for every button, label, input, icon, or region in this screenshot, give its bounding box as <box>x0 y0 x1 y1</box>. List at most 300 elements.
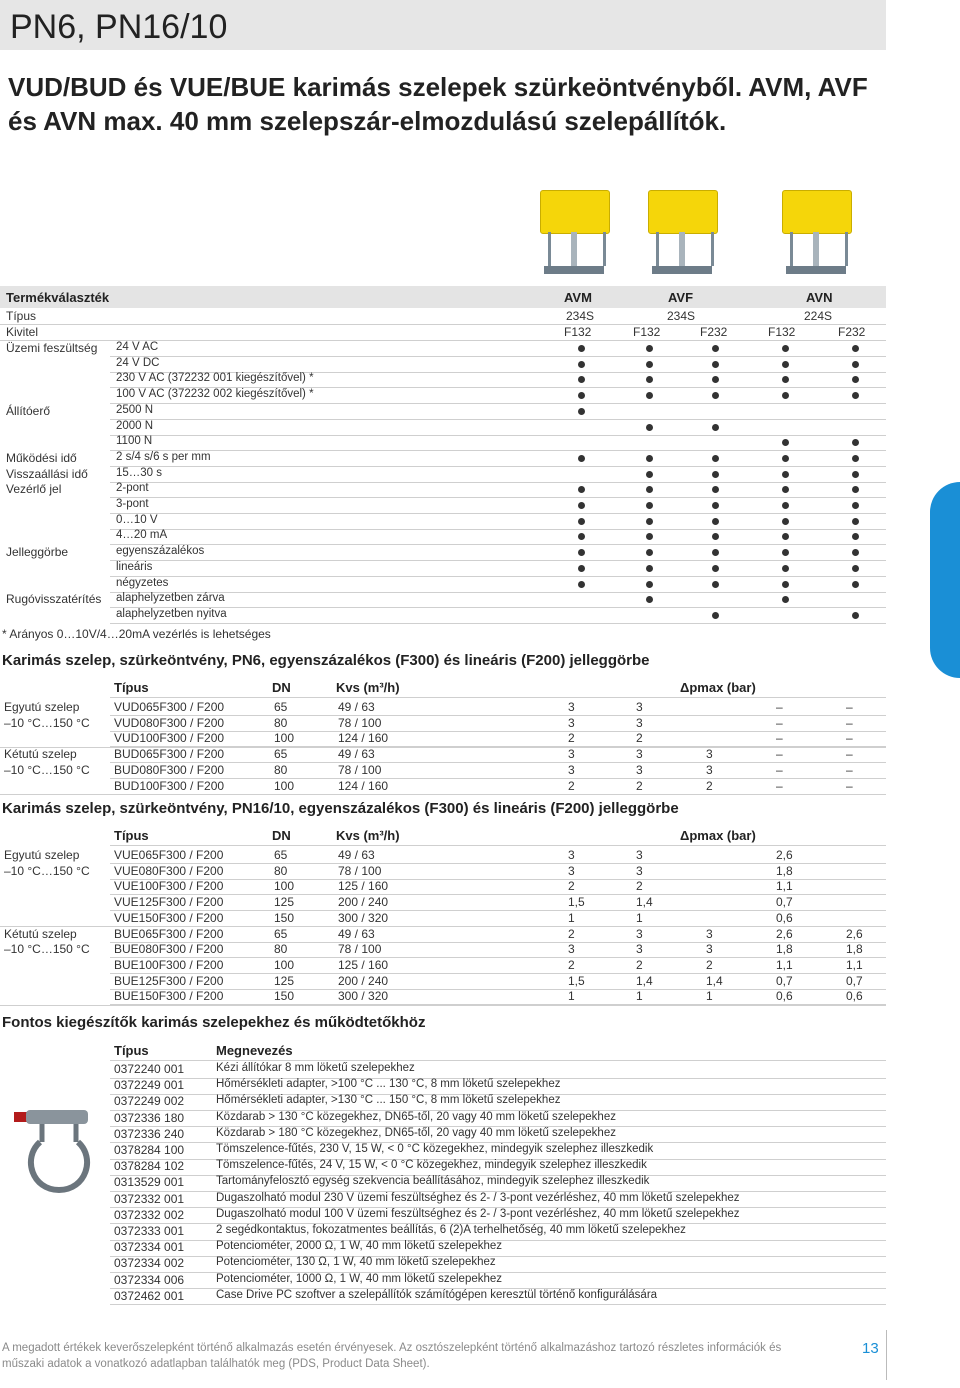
row-divider <box>110 1060 886 1061</box>
col-header-tipus: Típus <box>114 680 149 695</box>
dp-max-value: 2,6 <box>846 926 863 941</box>
selector-footnote: * Arányos 0…10V/4…20mA vezérlés is lehetséges <box>2 627 271 641</box>
side-tab-marker <box>930 482 960 678</box>
accessory-description: Hőmérsékleti adapter, >100 °C ... 130 °C, 8 mm löketű szelepekhez <box>216 1078 561 1091</box>
valve-table-title: Karimás szelep, szürkeöntvény, PN16/10, egyenszázalékos (F300) és lineáris (F200) jelleggörbe <box>2 800 679 817</box>
dp-max-value: – <box>776 778 783 793</box>
kivitel-value: F232 <box>700 325 728 339</box>
availability-dot <box>712 565 719 572</box>
dp-max-value: 2 <box>636 957 643 972</box>
dp-max-value: 2 <box>568 926 575 941</box>
actuator-avm-image <box>540 190 608 280</box>
dp-max-value: 3 <box>636 926 643 941</box>
availability-dot <box>852 345 859 352</box>
dp-max-value: 1,4 <box>636 895 653 910</box>
dp-max-value: 3 <box>568 700 575 714</box>
availability-dot <box>712 518 719 525</box>
accessory-code: 0372332 002 <box>114 1207 185 1222</box>
dp-max-value: 1,5 <box>568 895 585 910</box>
valve-kvs: 78 / 100 <box>338 762 382 777</box>
accessory-code: 0372332 001 <box>114 1191 185 1206</box>
accessory-description: Közdarab > 130 °C közegekhez, DN65-től, 20 vagy 40 mm löketű szelepekhez <box>216 1110 616 1123</box>
dp-max-value: 2,6 <box>776 926 793 941</box>
dp-max-value: 3 <box>636 715 643 730</box>
dp-max-value: – <box>846 747 853 762</box>
availability-dot <box>646 518 653 525</box>
valve-type: VUD100F300 / F200 <box>114 731 225 746</box>
selector-option: 24 V AC <box>116 341 159 353</box>
dp-max-value: 0,7 <box>846 973 863 988</box>
availability-dot <box>712 486 719 493</box>
availability-dot <box>578 376 585 383</box>
dp-max-value: 1 <box>568 989 575 1004</box>
dp-max-value: – <box>846 778 853 793</box>
valve-dn: 125 <box>274 895 295 910</box>
row-divider <box>110 576 886 577</box>
dp-max-value: 0,6 <box>776 910 793 925</box>
availability-dot <box>646 549 653 556</box>
valve-kvs: 49 / 63 <box>338 848 375 862</box>
col-header-dn: DN <box>272 828 291 843</box>
valve-kvs: 124 / 160 <box>338 778 389 793</box>
selector-option: 2000 N <box>116 419 154 432</box>
availability-dot <box>852 565 859 572</box>
availability-dot <box>578 392 585 399</box>
row-divider <box>110 863 886 864</box>
availability-dot <box>646 455 653 462</box>
availability-dot <box>646 581 653 588</box>
availability-dot <box>852 549 859 556</box>
actuator-avf-image <box>648 190 716 280</box>
availability-dot <box>782 439 789 446</box>
dp-max-value: 3 <box>636 848 643 862</box>
availability-dot <box>646 596 653 603</box>
row-divider <box>110 845 886 846</box>
accessory-description: Potenciométer, 1000 Ω, 1 W, 40 mm löketű szelepekhez <box>216 1272 503 1285</box>
availability-dot <box>782 565 789 572</box>
availability-dot <box>782 392 789 399</box>
page-header-title: PN6, PN16/10 <box>10 8 228 46</box>
availability-dot <box>712 612 719 619</box>
tipus-label: Típus <box>6 309 37 323</box>
row-divider <box>110 450 886 451</box>
row-divider <box>110 529 886 530</box>
availability-dot <box>782 533 789 540</box>
accessory-code: 0378284 100 <box>114 1143 185 1157</box>
footer-note: A megadott értékek keverőszelepként történő alkalmazás esetén érvényesek. Az osztószelepként történő alkalmazáshoz tartozó részletes információk és műszaki adatok a vonatkozó adatlapban találhatók meg (PDS, Product Data Sheet). <box>2 1342 782 1370</box>
row-divider <box>110 356 886 357</box>
valve-temp-range: –10 °C…150 °C <box>4 715 90 730</box>
tipus-value: 234S <box>667 309 696 323</box>
accessory-code: 0372336 240 <box>114 1126 185 1141</box>
dp-max-value: 2 <box>568 731 575 746</box>
dp-max-value: 2 <box>636 879 643 894</box>
availability-dot <box>646 424 653 431</box>
dp-max-value: 3 <box>568 747 575 762</box>
valve-kvs: 49 / 63 <box>338 926 375 941</box>
dp-max-value: 0,6 <box>846 989 863 1004</box>
col-header-dp: Δpmax (bar) <box>680 828 756 843</box>
availability-dot <box>852 612 859 619</box>
dp-max-value: 1 <box>706 989 713 1004</box>
dp-max-value: 1,8 <box>846 942 863 957</box>
dp-max-value: 1,4 <box>706 973 723 988</box>
dp-max-value: 3 <box>568 863 575 878</box>
row-divider <box>110 778 886 779</box>
selector-option: 230 V AC (372232 001 kiegészítővel) * <box>116 372 314 385</box>
dp-max-value: 3 <box>568 762 575 777</box>
valve-dn: 80 <box>274 863 288 878</box>
dp-max-value: – <box>776 715 783 730</box>
valve-type: BUE100F300 / F200 <box>114 957 224 972</box>
availability-dot <box>646 502 653 509</box>
valve-kvs: 200 / 240 <box>338 895 389 910</box>
actuator-avn-image <box>782 190 850 280</box>
dp-max-value: 1,1 <box>776 879 793 894</box>
valve-group-label: Kétutú szelep <box>4 926 77 941</box>
valve-type: VUE100F300 / F200 <box>114 879 224 894</box>
accessory-code: 0372462 001 <box>114 1288 185 1303</box>
availability-dot <box>852 439 859 446</box>
row-divider <box>110 973 886 974</box>
availability-dot <box>712 361 719 368</box>
availability-dot <box>782 376 789 383</box>
availability-dot <box>852 518 859 525</box>
selector-category: Vezérlő jel <box>6 482 62 497</box>
accessory-code: 0372249 001 <box>114 1078 185 1093</box>
accessory-description: Tömszelence-fűtés, 24 V, 15 W, < 0 °C közegekhez, mindegyik szelephez illeszkedik <box>216 1159 647 1172</box>
selector-option: alaphelyzetben zárva <box>116 592 225 605</box>
row-divider <box>110 592 886 593</box>
valve-dn: 100 <box>274 879 295 894</box>
valve-kvs: 124 / 160 <box>338 731 389 746</box>
valve-dn: 150 <box>274 910 295 925</box>
dp-max-value: 1,8 <box>776 942 793 957</box>
row-divider <box>110 435 886 436</box>
kivitel-value: F132 <box>564 325 592 339</box>
availability-dot <box>852 455 859 462</box>
valve-temp-range: –10 °C…150 °C <box>4 942 90 957</box>
dp-max-value: 3 <box>636 942 643 957</box>
availability-dot <box>782 455 789 462</box>
row-divider <box>110 544 886 545</box>
availability-dot <box>578 502 585 509</box>
dp-max-value: – <box>776 762 783 777</box>
dp-max-value: 1,8 <box>776 863 793 878</box>
selector-option: 2 s/4 s/6 s per mm <box>116 450 211 463</box>
valve-type: BUD080F300 / F200 <box>114 762 225 777</box>
accessory-description: 2 segédkontaktus, fokozatmentes beállítás, 6 (2)A terhelhetőség, 40 mm löketű szelepekhez <box>216 1224 686 1236</box>
selector-header-bar <box>0 286 886 308</box>
valve-type: BUD100F300 / F200 <box>114 778 225 793</box>
selector-option: négyzetes <box>116 576 169 589</box>
valve-dn: 100 <box>274 778 295 793</box>
selector-option: 4…20 mA <box>116 529 168 542</box>
dp-max-value: 0,7 <box>776 973 793 988</box>
availability-dot <box>712 392 719 399</box>
accessory-description: Dugaszolható modul 100 V üzemi feszültséghez és 2- / 3-pont vezérléshez, 40 mm löketű szelepekhez <box>216 1207 740 1220</box>
availability-dot <box>578 486 585 493</box>
valve-kvs: 78 / 100 <box>338 715 382 730</box>
row-divider <box>110 697 886 698</box>
availability-dot <box>782 518 789 525</box>
availability-dot <box>782 471 789 478</box>
valve-type: VUE080F300 / F200 <box>114 863 224 878</box>
valve-kvs: 49 / 63 <box>338 747 375 762</box>
col-header-dp: Δpmax (bar) <box>680 680 756 695</box>
availability-dot <box>852 533 859 540</box>
dp-max-value: 3 <box>706 926 713 941</box>
dp-max-value: 3 <box>568 848 575 862</box>
row-divider <box>110 762 886 763</box>
availability-dot <box>646 533 653 540</box>
valve-group-label: Egyutú szelep <box>4 848 80 862</box>
dp-max-value: – <box>846 731 853 746</box>
availability-dot <box>712 376 719 383</box>
valve-type: BUD065F300 / F200 <box>114 747 225 762</box>
accessory-description: Hőmérsékleti adapter, >130 °C ... 150 °C, 8 mm löketű szelepekhez <box>216 1094 561 1107</box>
valve-type: VUE150F300 / F200 <box>114 910 224 925</box>
availability-dot <box>782 486 789 493</box>
acc-header-tipus: Típus <box>114 1043 149 1058</box>
availability-dot <box>578 455 585 462</box>
accessory-code: 0372240 001 <box>114 1062 185 1076</box>
selector-option: 0…10 V <box>116 513 158 526</box>
row-divider <box>110 942 886 943</box>
row-divider <box>110 715 886 716</box>
page-header-bar <box>0 0 886 50</box>
dp-max-value: 2 <box>568 957 575 972</box>
acc-header-name: Megnevezés <box>216 1043 293 1058</box>
selector-category: Rugóvisszatérítés <box>6 592 102 607</box>
availability-dot <box>646 345 653 352</box>
footer-divider <box>886 1330 887 1380</box>
dp-max-value: 0,7 <box>776 895 793 910</box>
dp-max-value: 1 <box>636 989 643 1004</box>
availability-dot <box>852 486 859 493</box>
row-divider <box>110 482 886 483</box>
row-divider <box>110 879 886 880</box>
dp-max-value: 3 <box>706 942 713 957</box>
availability-dot <box>646 471 653 478</box>
accessory-code: 0372249 002 <box>114 1094 185 1109</box>
kivitel-value: F132 <box>768 325 796 339</box>
row-divider <box>0 1005 886 1006</box>
row-divider <box>110 910 886 911</box>
selector-option: 24 V DC <box>116 356 160 369</box>
accessory-code: 0372336 180 <box>114 1110 185 1125</box>
accessory-description: Tartományfelosztó egység szekvencia beállításához, mindegyik szelephez illeszkedik <box>216 1175 650 1188</box>
accessory-description: Kézi állítókar 8 mm löketű szelepekhez <box>216 1062 415 1074</box>
selector-option: 2-pont <box>116 482 149 495</box>
dp-max-value: 3 <box>636 747 643 762</box>
main-title: VUD/BUD és VUE/BUE karimás szelepek szürkeöntvényből. AVM, AVF és AVN max. 40 mm szelepszár-elmozdulású szelepállítók. <box>8 72 868 136</box>
tipus-value: 224S <box>804 309 833 323</box>
row-divider <box>110 989 886 990</box>
valve-type: BUE080F300 / F200 <box>114 942 224 957</box>
availability-dot <box>712 345 719 352</box>
availability-dot <box>712 455 719 462</box>
selector-col-avm: AVM <box>564 290 592 305</box>
valve-type: VUD065F300 / F200 <box>114 700 225 714</box>
selector-option: alaphelyzetben nyitva <box>116 607 227 620</box>
valve-group-label: Egyutú szelep <box>4 700 80 714</box>
col-header-dn: DN <box>272 680 291 695</box>
availability-dot <box>782 361 789 368</box>
selector-category: Állítóerő <box>6 403 51 418</box>
availability-dot <box>578 549 585 556</box>
row-divider <box>110 957 886 958</box>
valve-type: VUE125F300 / F200 <box>114 895 224 910</box>
dp-max-value: 3 <box>568 942 575 957</box>
selector-category: Működési idő <box>6 450 77 465</box>
valve-temp-range: –10 °C…150 °C <box>4 863 90 878</box>
row-divider <box>110 403 886 404</box>
availability-dot <box>578 518 585 525</box>
accessory-code: 0372333 001 <box>114 1224 185 1238</box>
row-divider <box>110 419 886 420</box>
dp-max-value: 1 <box>568 910 575 925</box>
row-divider <box>110 466 886 467</box>
availability-dot <box>646 565 653 572</box>
valve-dn: 125 <box>274 973 295 988</box>
valve-kvs: 49 / 63 <box>338 700 375 714</box>
availability-dot <box>578 533 585 540</box>
dp-max-value: – <box>776 731 783 746</box>
dp-max-value: 2 <box>568 778 575 793</box>
dp-max-value: 2 <box>706 957 713 972</box>
selector-option: egyenszázalékos <box>116 545 205 558</box>
selector-col-avf: AVF <box>668 290 694 305</box>
valve-kvs: 300 / 320 <box>338 910 389 925</box>
col-header-kvs: Kvs (m³/h) <box>336 828 400 843</box>
selector-title: Termékválaszték <box>6 290 110 305</box>
availability-dot <box>712 424 719 431</box>
dp-max-value: 2,6 <box>776 848 793 862</box>
availability-dot <box>646 376 653 383</box>
valve-kvs: 125 / 160 <box>338 879 389 894</box>
dp-max-value: 3 <box>636 762 643 777</box>
availability-dot <box>782 549 789 556</box>
valve-kvs: 78 / 100 <box>338 942 382 957</box>
valve-dn: 65 <box>274 700 288 714</box>
selector-category: Visszaállási idő <box>6 466 88 481</box>
page-number: 13 <box>862 1340 879 1357</box>
dp-max-value: – <box>846 715 853 730</box>
row-divider <box>110 497 886 498</box>
selector-option: 1100 N <box>116 435 153 448</box>
col-header-tipus: Típus <box>114 828 149 843</box>
valve-type: BUE125F300 / F200 <box>114 973 224 988</box>
availability-dot <box>712 581 719 588</box>
valve-dn: 80 <box>274 762 288 777</box>
dp-max-value: 2 <box>568 879 575 894</box>
availability-dot <box>782 581 789 588</box>
availability-dot <box>852 502 859 509</box>
availability-dot <box>712 471 719 478</box>
kivitel-value: F232 <box>838 325 866 339</box>
row-divider <box>110 731 886 732</box>
availability-dot <box>712 502 719 509</box>
valve-group-label: Kétutú szelep <box>4 747 77 762</box>
dp-max-value: 1,1 <box>846 957 863 972</box>
valve-kvs: 78 / 100 <box>338 863 382 878</box>
accessory-code: 0313529 001 <box>114 1175 185 1190</box>
row-divider <box>0 324 886 325</box>
valve-dn: 100 <box>274 731 295 746</box>
dp-max-value: – <box>776 747 783 762</box>
valve-dn: 80 <box>274 942 288 957</box>
availability-dot <box>646 361 653 368</box>
availability-dot <box>578 408 585 415</box>
dp-max-value: 3 <box>706 747 713 762</box>
row-divider <box>110 513 886 514</box>
availability-dot <box>712 549 719 556</box>
valve-table-title: Karimás szelep, szürkeöntvény, PN6, egyenszázalékos (F300) és lineáris (F200) jelleggörbe <box>2 652 650 669</box>
accessory-description: Potenciométer, 2000 Ω, 1 W, 40 mm löketű szelepekhez <box>216 1240 503 1253</box>
availability-dot <box>852 581 859 588</box>
availability-dot <box>852 392 859 399</box>
kivitel-label: Kivitel <box>6 325 39 339</box>
dp-max-value: 3 <box>568 715 575 730</box>
availability-dot <box>578 345 585 352</box>
availability-dot <box>852 376 859 383</box>
selector-option: 100 V AC (372232 002 kiegészítővel) * <box>116 388 314 401</box>
dp-max-value: 1 <box>636 910 643 925</box>
row-divider <box>110 894 886 895</box>
dp-max-value: 2 <box>636 731 643 746</box>
availability-dot <box>646 486 653 493</box>
accessory-description: Case Drive PC szoftver a szelepállítók számítógépen keresztül történő konfigurálására <box>216 1288 658 1301</box>
valve-dn: 65 <box>274 747 288 762</box>
valve-kvs: 200 / 240 <box>338 973 389 988</box>
dp-max-value: – <box>846 762 853 777</box>
dp-max-value: – <box>776 700 783 714</box>
dp-max-value: 1,1 <box>776 957 793 972</box>
selector-option: 2500 N <box>116 403 154 416</box>
valve-dn: 80 <box>274 715 288 730</box>
valve-dn: 65 <box>274 926 288 941</box>
availability-dot <box>852 361 859 368</box>
tipus-value: 234S <box>566 309 595 323</box>
dp-max-value: 3 <box>636 700 643 714</box>
dp-max-value: 0,6 <box>776 989 793 1004</box>
dp-max-value: – <box>846 700 853 714</box>
valve-kvs: 300 / 320 <box>338 989 389 1004</box>
availability-dot <box>852 471 859 478</box>
accessory-code: 0378284 102 <box>114 1159 185 1174</box>
selector-option: 15…30 s <box>116 466 163 479</box>
accessory-description: Közdarab > 180 °C közegekhez, DN65-től, 20 vagy 40 mm löketű szelepekhez <box>216 1126 616 1139</box>
valve-kvs: 125 / 160 <box>338 957 389 972</box>
accessory-code: 0372334 002 <box>114 1256 185 1271</box>
availability-dot <box>782 502 789 509</box>
row-divider <box>0 794 886 795</box>
valve-type: VUD080F300 / F200 <box>114 715 225 730</box>
accessory-description: Potenciométer, 130 Ω, 1 W, 40 mm löketű szelepekhez <box>216 1256 496 1269</box>
valve-type: BUE150F300 / F200 <box>114 989 224 1004</box>
valve-temp-range: –10 °C…150 °C <box>4 762 90 777</box>
valve-type: VUE065F300 / F200 <box>114 848 224 862</box>
availability-dot <box>782 596 789 603</box>
selector-option: 3-pont <box>116 498 149 510</box>
accessory-code: 0372334 006 <box>114 1272 185 1287</box>
valve-dn: 65 <box>274 848 288 862</box>
accessories-title: Fontos kiegészítők karimás szelepekhez és működtetőkhöz <box>2 1014 426 1031</box>
availability-dot <box>782 345 789 352</box>
dp-max-value: 2 <box>706 778 713 793</box>
kivitel-value: F132 <box>633 325 661 339</box>
